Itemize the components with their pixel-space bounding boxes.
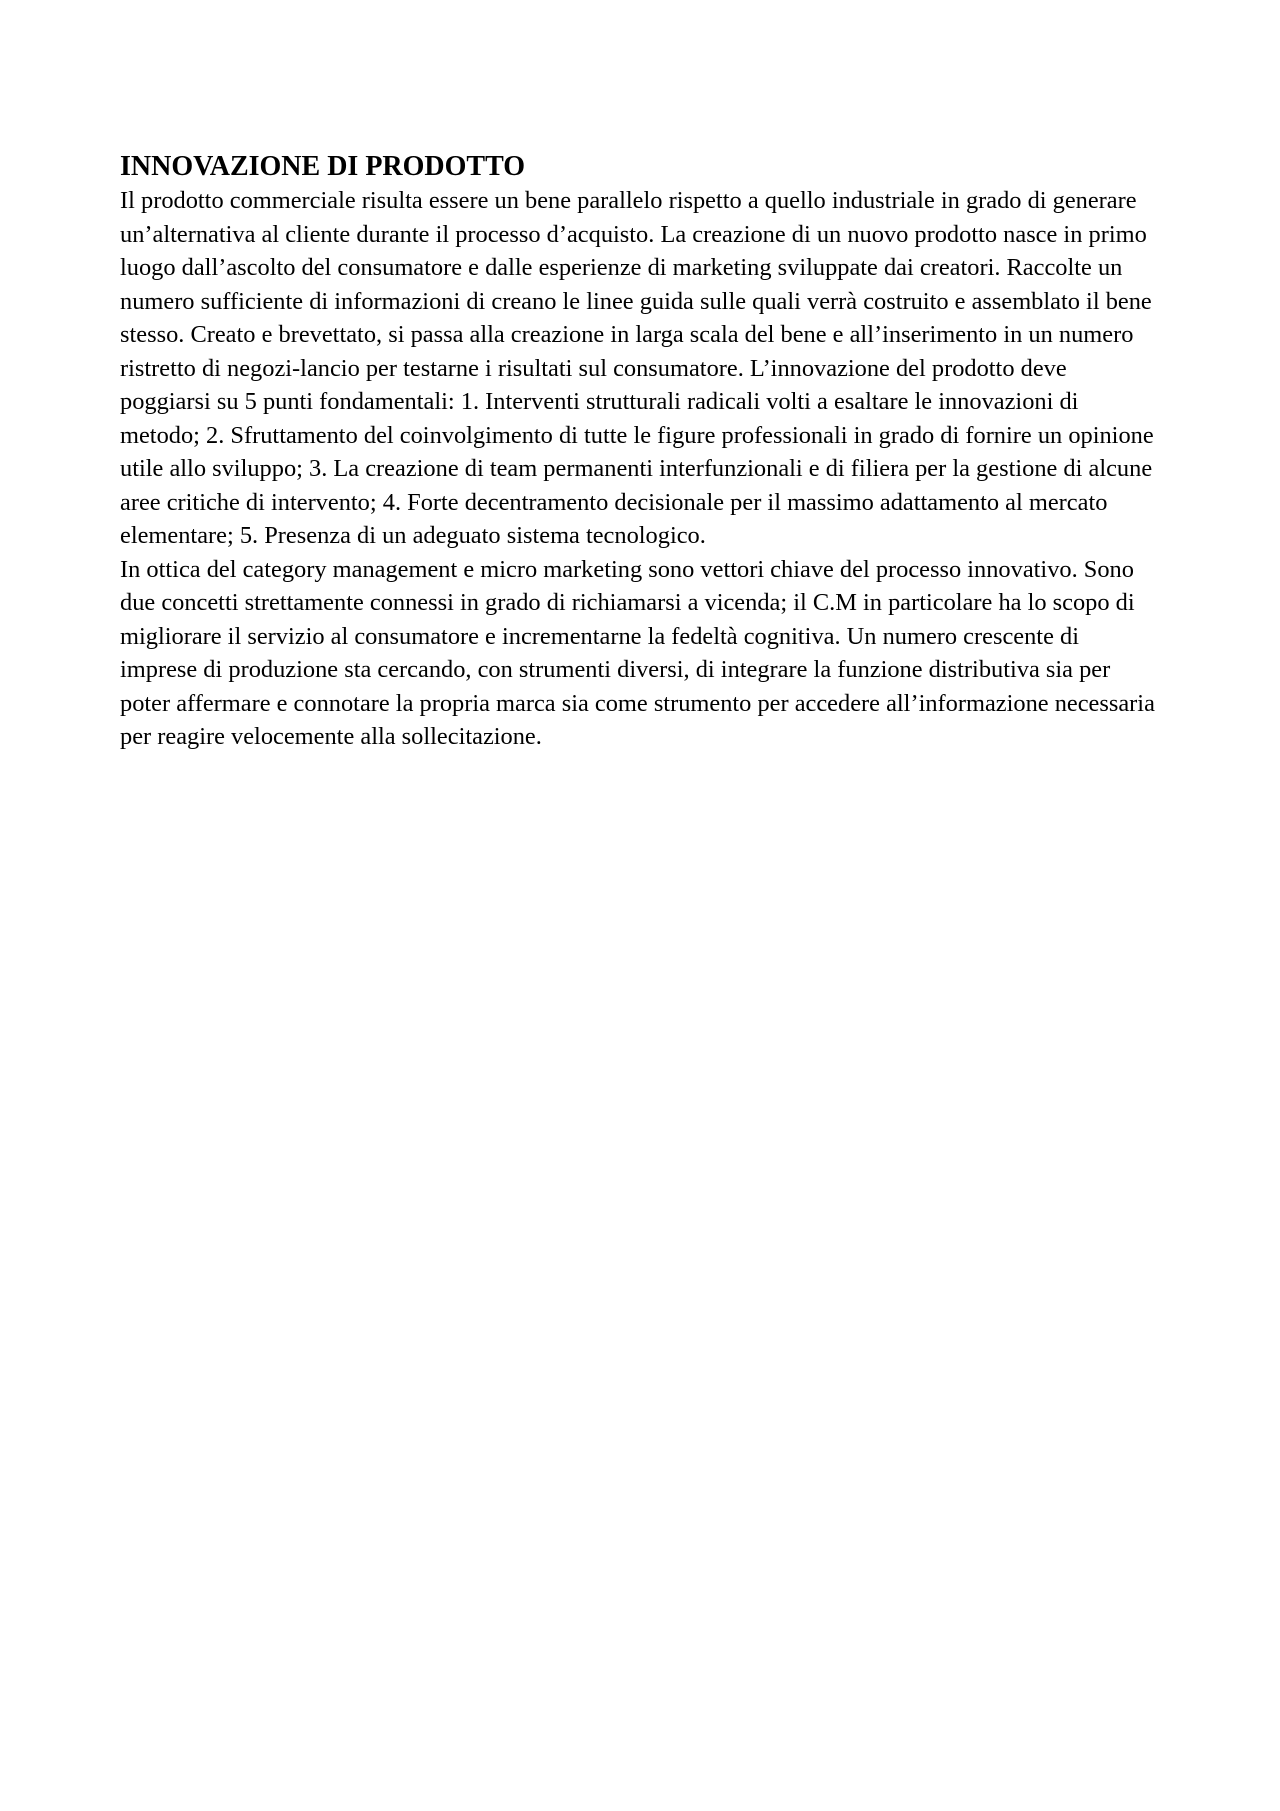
paragraph-2: In ottica del category management e micro marketing sono vettori chiave del processo innovativo. Sono due concetti strettamente connessi in grado di richiamarsi a vicenda; il C.M in particolare ha lo scopo di migliorare il servizio al consumatore e incrementarne la fedeltà cognitiva. Un numero crescente di imprese di produzione sta cercando, con strumenti diversi, di integrare la funzione distributiva sia per poter affermare e connotare la propria marca sia come strumento per accedere all’informazione necessaria per reagire velocemente alla sollecitazione. (120, 555, 1155, 750)
document-body (120, 150, 1160, 754)
document-heading: INNOVAZIONE DI PRODOTTO (120, 151, 526, 182)
paragraph-1: Il prodotto commerciale risulta essere un bene parallelo rispetto a quello industriale in grado di generare un’alternativa al cliente durante il processo d’acquisto. La creazione di un nuovo prodotto nasce in primo luogo dall’ascolto del consumatore e dalle esperienze di marketing sviluppate dai creatori. Raccolte un numero sufficiente di informazioni di creano le linee guida sulle quali verrà costruito e assemblato il bene stesso. Creato e brevettato, si passa alla creazione in larga scala del bene e all’inserimento in un numero ristretto di negozi-lancio per testarne i risultati sul consumatore. L’innovazione del prodotto deve poggiarsi su 5 punti fondamentali: 1. Interventi strutturali radicali volti a esaltare le innovazioni di metodo; 2. Sfruttamento del coinvolgimento di tutte le figure professionali in grado di fornire un opinione utile allo sviluppo; 3. La creazione di team permanenti interfunzionali e di filiera per la gestione di alcune aree critiche di intervento; 4. Forte decentramento decisionale per il massimo adattamento al mercato elementare; 5. Presenza di un adeguato sistema tecnologico. (120, 187, 1154, 549)
